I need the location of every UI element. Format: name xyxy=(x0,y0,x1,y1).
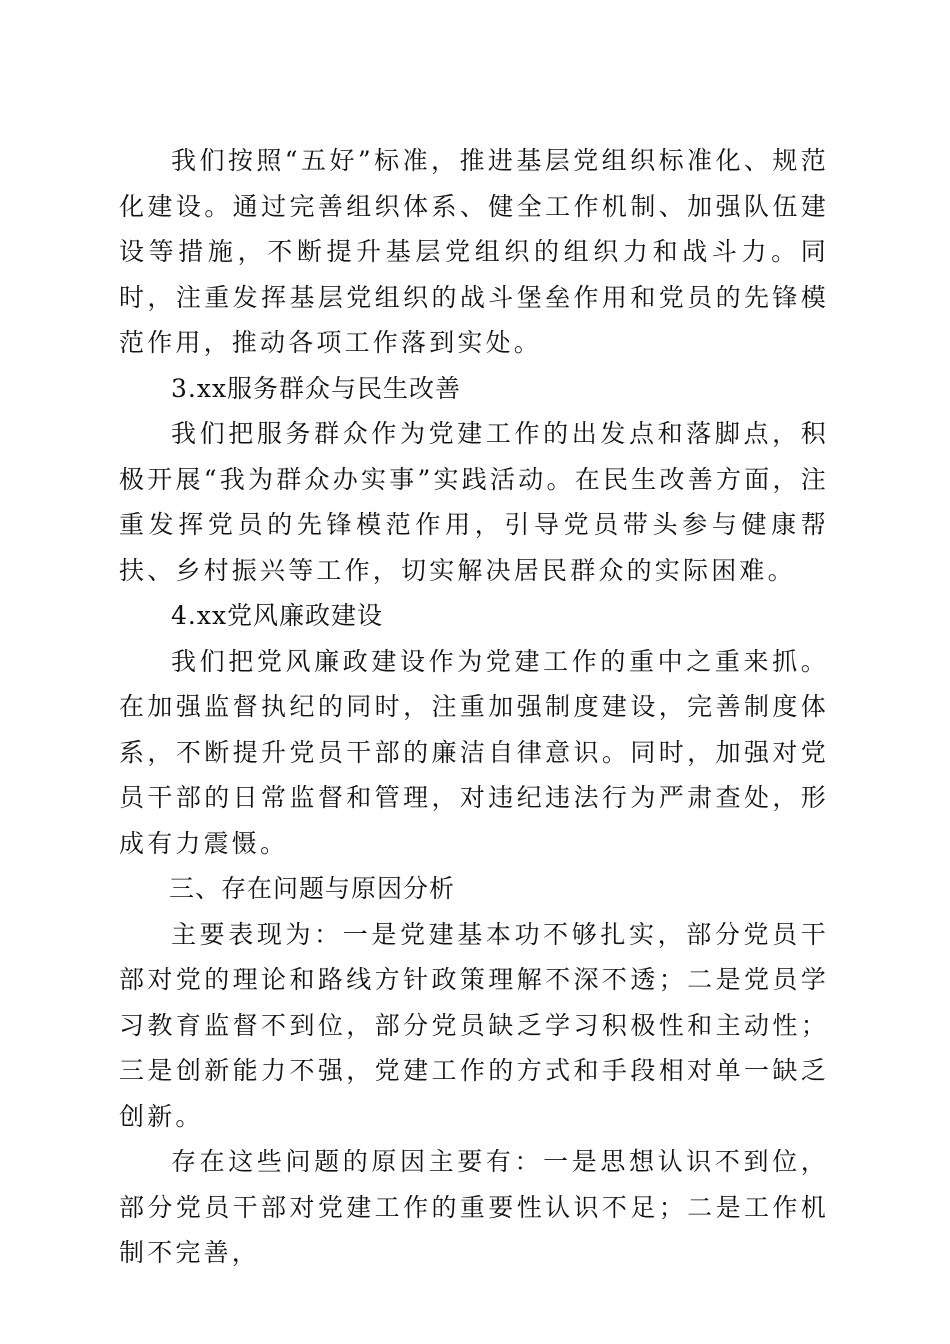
paragraph-problems: 主要表现为：一是党建基本功不够扎实，部分党员干部对党的理论和路线方针政策理解不深不透；二是党员学习教育监督不到位，部分党员缺乏学习积极性和主动性；三是创新能力不强，党建工作的方式和手段相对单一缺乏创新。 xyxy=(119,919,829,1131)
paragraph-party-conduct: 我们把党风廉政建设作为党建工作的重中之重来抓。在加强监督执纪的同时，注重加强制度建设，完善制度体系，不断提升党员干部的廉洁自律意识。同时，加强对党员干部的日常监督和管理，对违纪违法行为严肃查处，形成有力震慑。 xyxy=(119,646,829,858)
subheading-serve-masses: 3.xx服务群众与民生改善 xyxy=(171,373,462,403)
section-heading-problems: 三、存在问题与原因分析 xyxy=(169,874,456,903)
paragraph-standardization: 我们按照“五好”标准，推进基层党组织标准化、规范化建设。通过完善组织体系、健全工作机制、加强队伍建设等措施，不断提升基层党组织的组织力和战斗力。同时，注重发挥基层党组织的战斗堡垒作用和党员的先锋模范作用，推动各项工作落到实处。 xyxy=(119,146,829,357)
subheading-party-conduct: 4.xx党风廉政建设 xyxy=(171,601,384,630)
paragraph-serve-masses: 我们把服务群众作为党建工作的出发点和落脚点，积极开展“我为群众办实事”实践活动。在民生改善方面，注重发挥党员的先锋模范作用，引导党员带头参与健康帮扶、乡村振兴等工作，切实解决居民群众的实际困难。 xyxy=(119,419,829,585)
paragraph-causes: 存在这些问题的原因主要有：一是思想认识不到位，部分党员干部对党建工作的重要性认识不足；二是工作机制不完善， xyxy=(119,1147,829,1267)
document-body xyxy=(119,138,829,1276)
